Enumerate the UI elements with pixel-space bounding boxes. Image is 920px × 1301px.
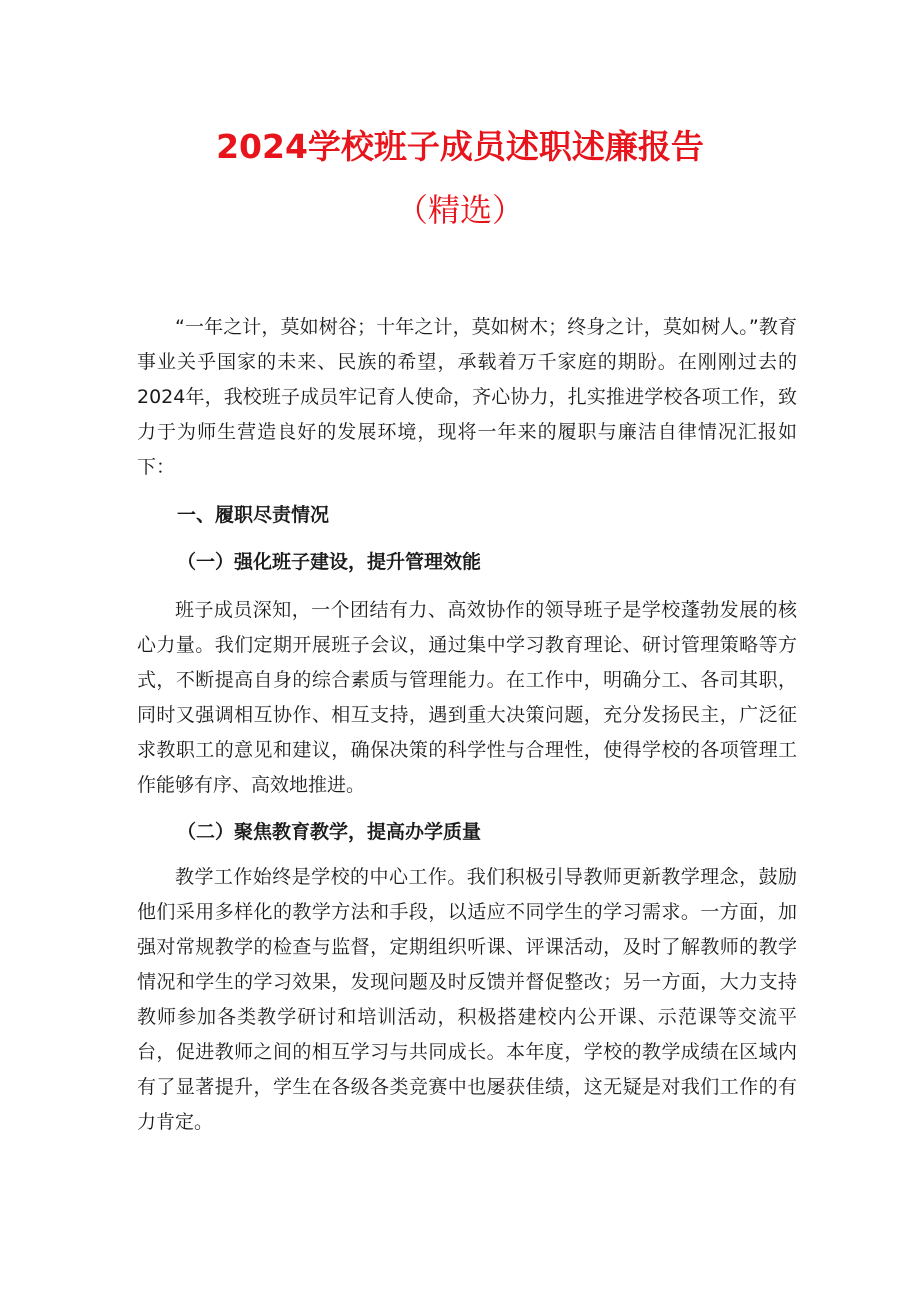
- document-subtitle: （精选）: [395, 191, 524, 229]
- subsection-2-text: 教学工作始终是学校的中心工作。我们积极引导教师更新教学理念，鼓励他们采用多样化的教学方法和手段，以适应不同学生的学习需求。一方面，加强对常规教学的检查与监督，定期组织听课、评课活动，及时了解教师的教学情况和学生的学习效果，发现问题及时反馈并督促整改；另一方面，大力支持教师参加各类教学研讨和培训活动，积极搭建校内公开课、示范课等交流平台，促进教师之间的相互学习与共同成长。本年度，学校的教学成绩在区域内有了显著提升，学生在各级各类竞赛中也屡获佳绩，这无疑是对我们工作的有力肯定。: [137, 866, 797, 1133]
- intro-text: “一年之计，莫如树谷；十年之计，莫如树木；终身之计，莫如树人。”教育事业关乎国家的未来、民族的希望，承载着万千家庭的期盼。在刚刚过去的2024年，我校班子成员牢记育人使命，齐心协力，扎实推进学校各项工作，致力于为师生营造良好的发展环境，现将一年来的履职与廉洁自律情况汇报如下：: [137, 316, 797, 478]
- document-title: 2024学校班子成员述职述廉报告: [216, 127, 704, 166]
- subsection-heading-1: （一）强化班子建设，提升管理效能: [177, 551, 482, 573]
- subsection-heading-2: （二）聚焦教育教学，提高办学质量: [177, 821, 482, 843]
- intro-paragraph: [137, 310, 797, 485]
- subsection-1-text: 班子成员深知，一个团结有力、高效协作的领导班子是学校蓬勃发展的核心力量。我们定期开展班子会议，通过集中学习教育理论、研讨管理策略等方式，不断提高自身的综合素质与管理能力。在工作中，明确分工、各司其职，同时又强调相互协作、相互支持，遇到重大决策问题，充分发扬民主，广泛征求教职工的意见和建议，确保决策的科学性与合理性，使得学校的各项管理工作能够有序、高效地推进。: [137, 599, 797, 796]
- section-heading-1: 一、履职尽责情况: [177, 504, 330, 526]
- subsection-2-paragraph: [137, 860, 797, 1140]
- subsection-1-paragraph: [137, 593, 797, 803]
